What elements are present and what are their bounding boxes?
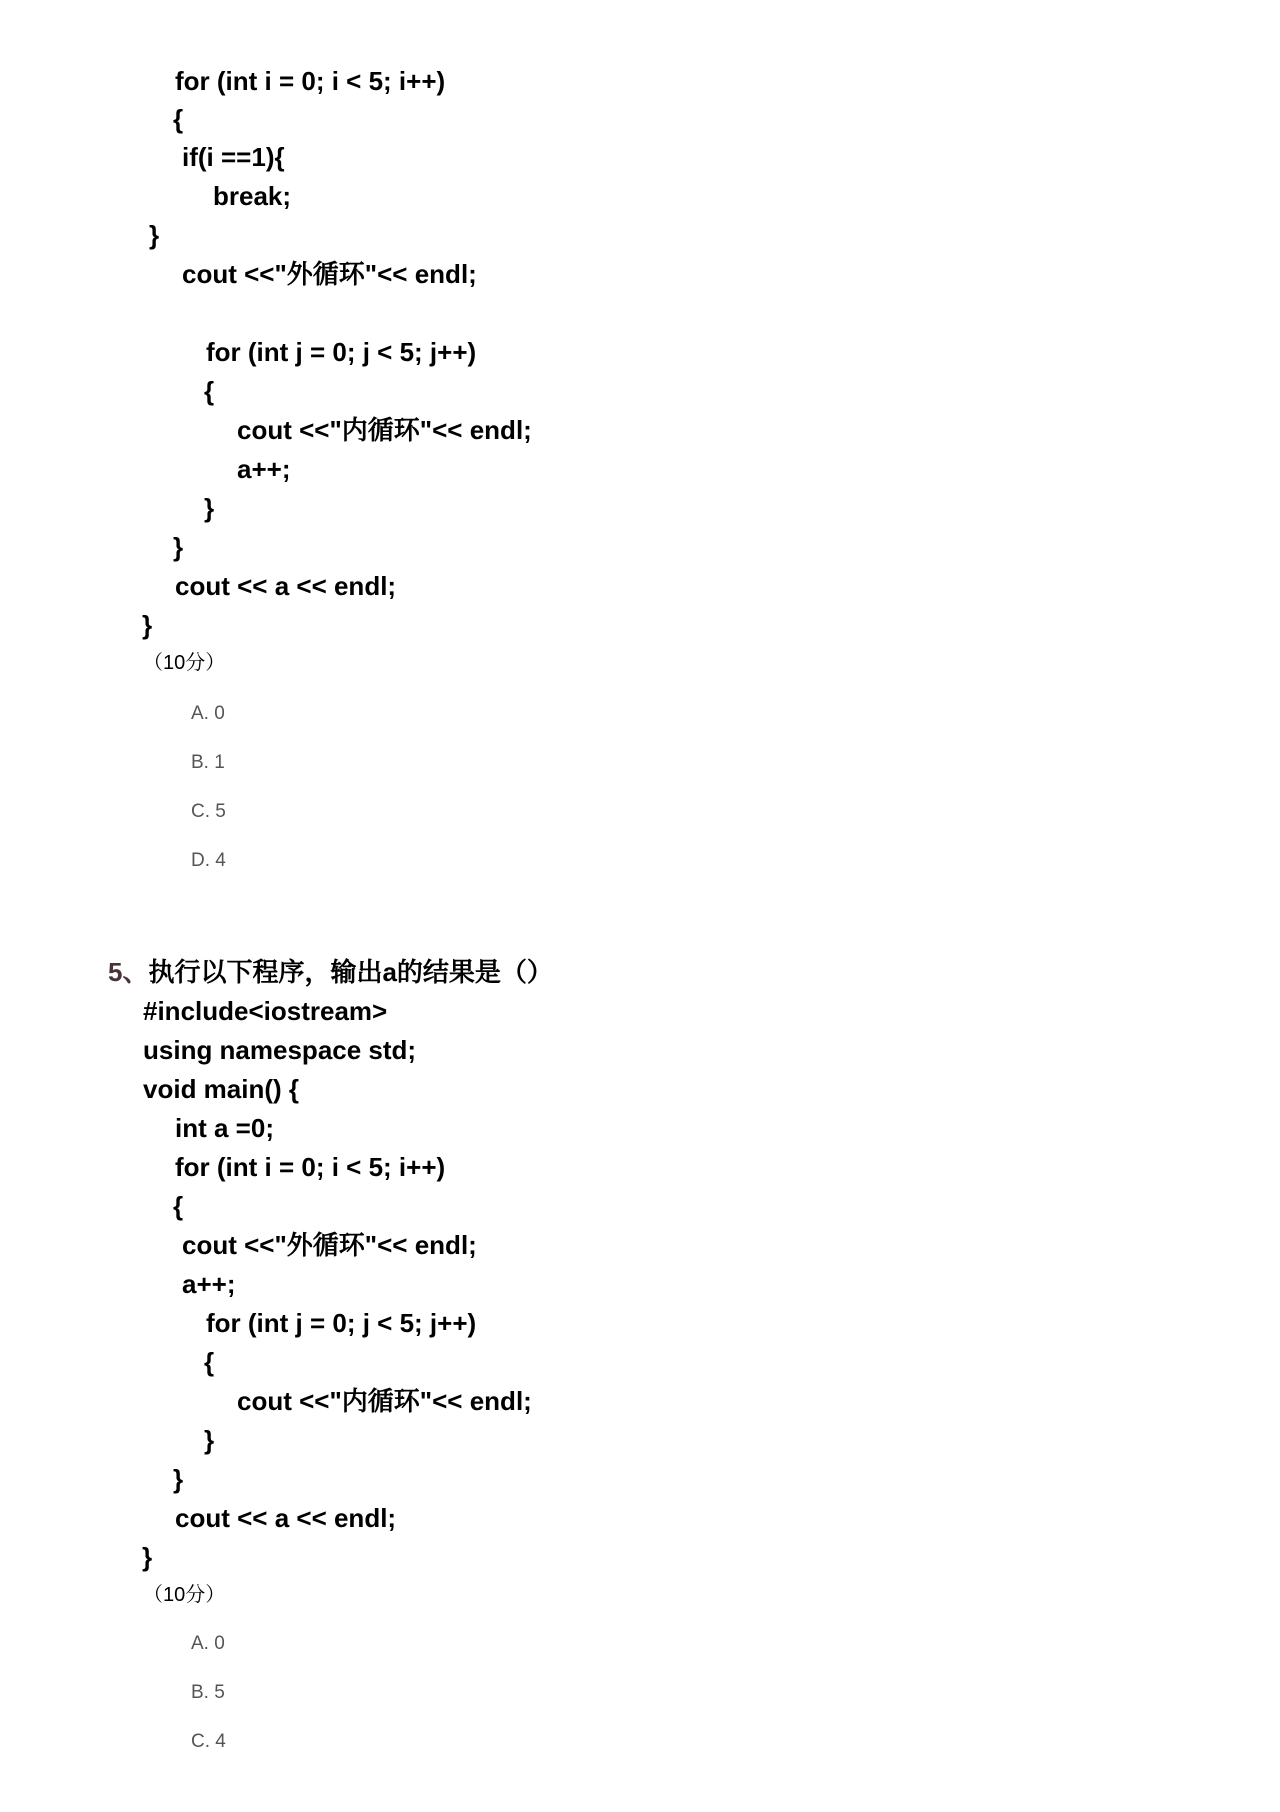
code-line: } <box>142 610 153 640</box>
question-text: 执行以下程序，输出a的结果是（） <box>148 957 553 987</box>
code-line: cout << a << endl; <box>175 1503 397 1533</box>
code-line: for (int i = 0; i < 5; i++) <box>175 66 446 96</box>
code-line: #include<iostream> <box>143 996 388 1026</box>
question-4-score: （10分） <box>143 652 226 674</box>
code-line: break; <box>213 181 292 211</box>
code-line: } <box>204 493 215 523</box>
code-line: for (int i = 0; i < 5; i++) <box>175 1152 446 1182</box>
code-line: int a =0; <box>175 1113 274 1143</box>
option-c[interactable]: C. 5 <box>191 801 226 822</box>
code-line: cout <<"外循环"<< endl; <box>182 1230 477 1260</box>
question-5-title <box>108 955 553 989</box>
option-a[interactable]: A. 0 <box>191 1633 225 1654</box>
code-line: a++; <box>182 1269 236 1299</box>
option-c[interactable]: C. 4 <box>191 1731 226 1752</box>
code-line: void main() { <box>143 1074 300 1104</box>
option-b[interactable]: B. 5 <box>191 1682 225 1703</box>
code-line: { <box>173 1191 184 1221</box>
code-line: } <box>204 1425 215 1455</box>
code-line: } <box>173 532 184 562</box>
option-b[interactable]: B. 1 <box>191 752 225 773</box>
code-line: } <box>149 220 160 250</box>
code-line: } <box>173 1464 184 1494</box>
option-d[interactable]: D. 4 <box>191 850 226 871</box>
code-line: cout <<"内循环"<< endl; <box>237 415 532 445</box>
code-line: cout << a << endl; <box>175 571 397 601</box>
code-line: { <box>204 376 215 406</box>
code-line: for (int j = 0; j < 5; j++) <box>206 1308 477 1338</box>
question-number: 5、 <box>108 957 149 987</box>
code-line: if(i ==1){ <box>182 142 285 172</box>
code-line: } <box>142 1542 153 1572</box>
code-line: using namespace std; <box>143 1035 417 1065</box>
question-5-score: （10分） <box>143 1584 226 1606</box>
code-line: a++; <box>237 454 291 484</box>
code-line: cout <<"外循环"<< endl; <box>182 259 477 289</box>
code-line: { <box>204 1347 215 1377</box>
code-line: { <box>173 104 184 134</box>
option-a[interactable]: A. 0 <box>191 703 225 724</box>
code-line: cout <<"内循环"<< endl; <box>237 1386 532 1416</box>
code-line: for (int j = 0; j < 5; j++) <box>206 337 477 367</box>
